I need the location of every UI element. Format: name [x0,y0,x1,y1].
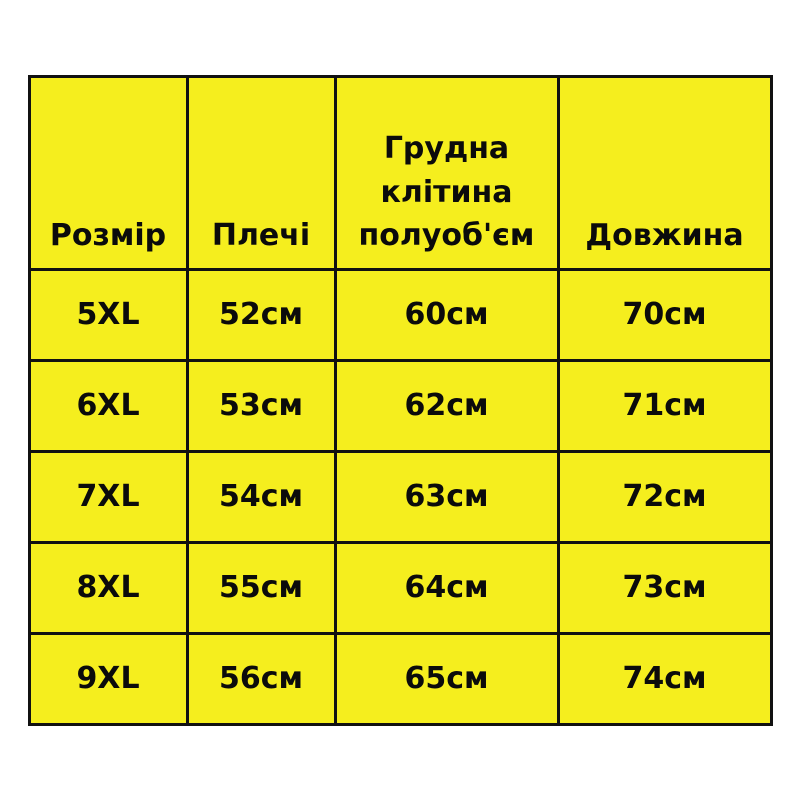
table-body [29,269,771,724]
cell-chest: 65см [335,633,558,724]
cell-shoulders: 54см [187,451,335,542]
cell-shoulders: 56см [187,633,335,724]
table-header [29,76,771,269]
cell-length: 73см [558,542,771,633]
cell-size: 9XL [29,633,187,724]
cell-length: 72см [558,451,771,542]
header-cell-chest [335,76,558,269]
table-row [29,542,771,633]
cell-size: 6XL [29,360,187,451]
cell-chest: 63см [335,451,558,542]
cell-chest: 60см [335,269,558,360]
cell-shoulders: 55см [187,542,335,633]
header-row [29,76,771,269]
table-row [29,633,771,724]
header-cell-size [29,76,187,269]
cell-length: 74см [558,633,771,724]
cell-chest: 64см [335,542,558,633]
cell-length: 71см [558,360,771,451]
header-label-shoulders: Плечі [211,218,311,253]
header-label-size: Розмір [49,218,167,253]
cell-size: 7XL [29,451,187,542]
size-chart-table [28,75,773,726]
cell-shoulders: 53см [187,360,335,451]
header-cell-shoulders [187,76,335,269]
cell-size: 5XL [29,269,187,360]
cell-size: 8XL [29,542,187,633]
cell-length: 70см [558,269,771,360]
table-row [29,269,771,360]
table-row [29,360,771,451]
table-row [29,451,771,542]
header-cell-length [558,76,771,269]
cell-chest: 62см [335,360,558,451]
header-label-length: Довжина [585,218,744,253]
cell-shoulders: 52см [187,269,335,360]
header-label-chest: Грудна клітина полуоб'єм [358,131,535,253]
